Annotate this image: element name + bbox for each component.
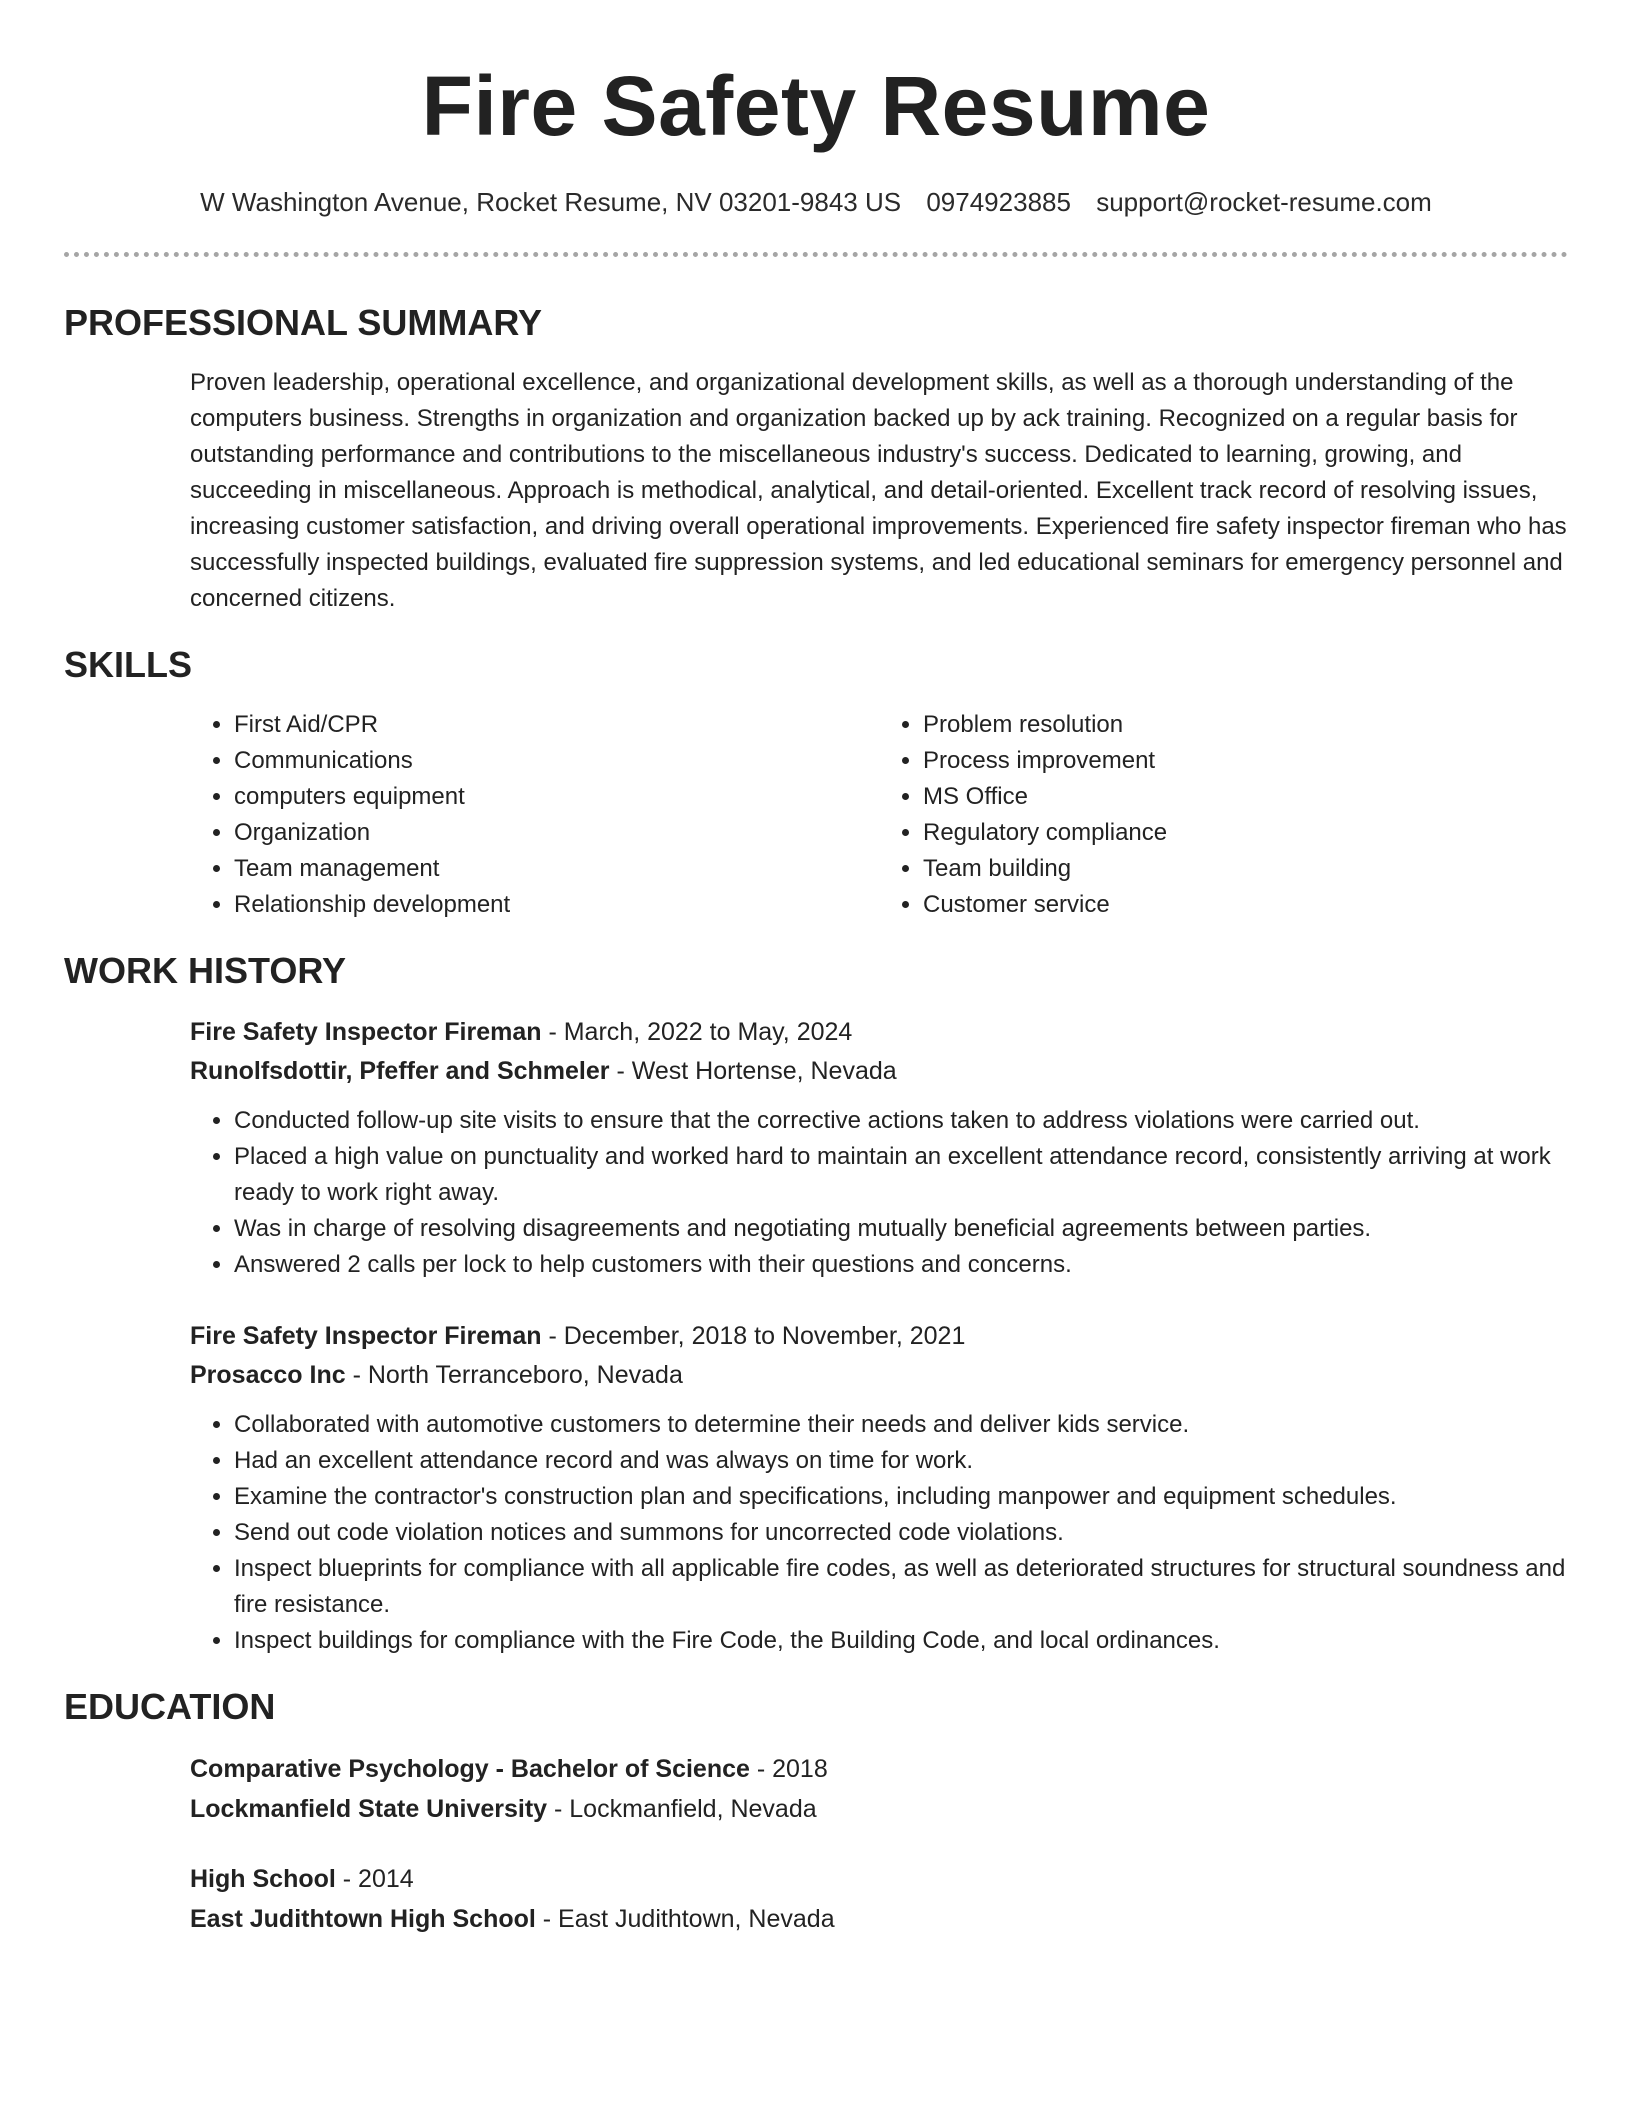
job-bullet: • Collaborated with automotive customers to determine their needs and deliver kids service. — [234, 1407, 1568, 1443]
job-bullet: • Was in charge of resolving disagreements and negotiating mutually beneficial agreements between parties. — [234, 1211, 1568, 1247]
education-body — [190, 1749, 1568, 1939]
resume-header — [64, 0, 1568, 257]
job-company-line — [190, 1356, 1568, 1395]
skill-item: • Team building — [923, 851, 1568, 887]
education-location: - Lockmanfield, Nevada — [547, 1795, 817, 1823]
skills-column-right — [879, 707, 1568, 923]
education-entry — [190, 1749, 1568, 1829]
job-bullet: • Placed a high value on punctuality and worked hard to maintain an excellent attendance record, consistently arriving at work ready to work right away. — [234, 1139, 1568, 1211]
education-school: East Judithtown High School — [190, 1905, 536, 1933]
skill-item: • Customer service — [923, 887, 1568, 923]
contact-line — [64, 184, 1568, 220]
job-role: Fire Safety Inspector Fireman — [190, 1322, 542, 1350]
job-dates: - March, 2022 to May, 2024 — [541, 1018, 853, 1046]
skill-item: • MS Office — [923, 779, 1568, 815]
skills-body — [190, 707, 1568, 923]
job-company: Prosacco Inc — [190, 1361, 346, 1389]
education-degree-line — [190, 1749, 1568, 1789]
education-year: - 2018 — [749, 1755, 828, 1783]
education-section — [64, 1685, 1568, 1939]
job-entry — [190, 1317, 1568, 1659]
education-school-line — [190, 1899, 1568, 1939]
job-role: Fire Safety Inspector Fireman — [190, 1018, 542, 1046]
skills-heading: SKILLS — [64, 644, 193, 685]
education-year: - 2014 — [335, 1865, 414, 1893]
summary-section — [64, 301, 1568, 617]
skill-item: • computers equipment — [234, 779, 879, 815]
summary-text: Proven leadership, operational excellence, and organizational development skills, as well as a thorough understanding of the computers business. Strengths in organization and organization backed up by ack training. Recognized on a regular basis for outstanding performance and contributions to the miscellaneous industry's success. Dedicated to learning, growing, and succeeding in miscellaneous. Approach is methodical, analytical, and detail-oriented. Excellent track record of resolving issues, increasing customer satisfaction, and driving overall operational improvements. Experienced fire safety inspector fireman who has successfully inspected buildings, evaluated fire suppression systems, and led educational seminars for emergency personnel and concerned citizens. — [190, 369, 1567, 612]
contact-phone: 0974923885 — [926, 187, 1071, 217]
skill-item: • Problem resolution — [923, 707, 1568, 743]
skill-item: • Process improvement — [923, 743, 1568, 779]
job-bullet: • Had an excellent attendance record and was always on time for work. — [234, 1443, 1568, 1479]
skill-item: • Team management — [234, 851, 879, 887]
job-role-line — [190, 1317, 1568, 1356]
education-school-line — [190, 1789, 1568, 1829]
summary-heading: PROFESSIONAL SUMMARY — [64, 302, 543, 343]
education-degree-line — [190, 1859, 1568, 1899]
work-body — [190, 1013, 1568, 1659]
job-location: - North Terranceboro, Nevada — [345, 1361, 683, 1389]
job-dates: - December, 2018 to November, 2021 — [541, 1322, 966, 1350]
job-location: - West Hortense, Nevada — [609, 1057, 897, 1085]
skill-item: • Organization — [234, 815, 879, 851]
summary-body — [190, 365, 1568, 617]
job-bullet: • Inspect blueprints for compliance with all applicable fire codes, as well as deteriorated structures for structural soundness and fire resistance. — [234, 1551, 1568, 1623]
job-entry — [190, 1013, 1568, 1283]
education-school: Lockmanfield State University — [190, 1795, 548, 1823]
job-bullets — [190, 1103, 1568, 1283]
education-entry — [190, 1859, 1568, 1939]
job-company: Runolfsdottir, Pfeffer and Schmeler — [190, 1057, 610, 1085]
education-degree: Comparative Psychology - Bachelor of Science — [190, 1755, 750, 1783]
header-divider — [64, 252, 1568, 257]
work-heading: WORK HISTORY — [64, 950, 347, 991]
resume-title: Fire Safety Resume — [421, 59, 1211, 153]
job-bullet: • Answered 2 calls per lock to help customers with their questions and concerns. — [234, 1247, 1568, 1283]
skills-column-left — [190, 707, 879, 923]
education-location: - East Judithtown, Nevada — [535, 1905, 835, 1933]
education-degree: High School — [190, 1865, 336, 1893]
skills-section — [64, 643, 1568, 923]
contact-email: support@rocket-resume.com — [1096, 187, 1432, 217]
skill-item: • Regulatory compliance — [923, 815, 1568, 851]
skill-item: • Communications — [234, 743, 879, 779]
job-bullet: • Send out code violation notices and summons for uncorrected code violations. — [234, 1515, 1568, 1551]
job-bullet: • Examine the contractor's construction plan and specifications, including manpower and equipment schedules. — [234, 1479, 1568, 1515]
contact-address: W Washington Avenue, Rocket Resume, NV 03201-9843 US — [200, 187, 902, 217]
skills-columns — [190, 707, 1568, 923]
education-heading: EDUCATION — [64, 1686, 276, 1727]
job-bullet: • Inspect buildings for compliance with the Fire Code, the Building Code, and local ordinances. — [234, 1623, 1568, 1659]
job-company-line — [190, 1052, 1568, 1091]
job-bullet: • Conducted follow-up site visits to ensure that the corrective actions taken to address violations were carried out. — [234, 1103, 1568, 1139]
skill-item: • Relationship development — [234, 887, 879, 923]
work-section — [64, 949, 1568, 1659]
skill-item: • First Aid/CPR — [234, 707, 879, 743]
job-bullets — [190, 1407, 1568, 1659]
job-role-line — [190, 1013, 1568, 1052]
